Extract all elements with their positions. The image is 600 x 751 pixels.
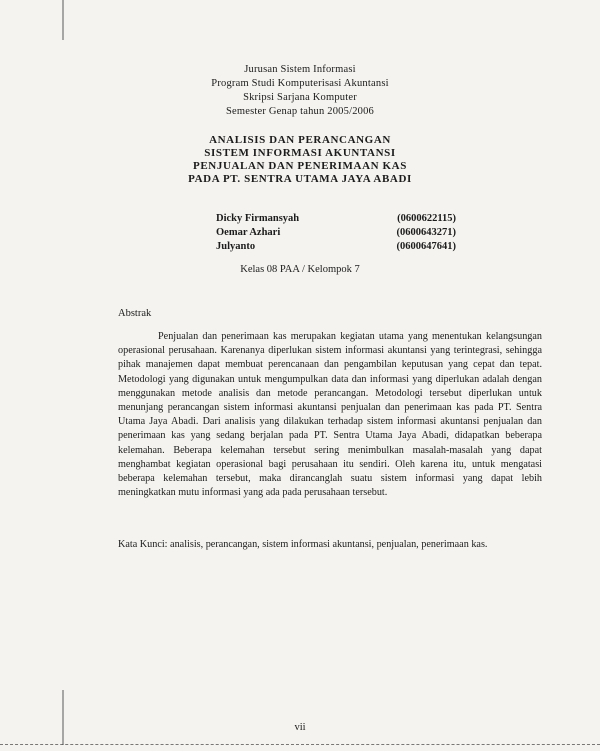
author-row	[216, 212, 456, 226]
author-id: (0600643271)	[396, 227, 456, 238]
author-name: Julyanto	[216, 241, 256, 252]
author-row	[216, 226, 456, 240]
author-list	[216, 212, 456, 254]
header-line: Jurusan Sistem Informasi	[244, 64, 356, 75]
title-line: SISTEM INFORMASI AKUNTANSI	[204, 147, 396, 159]
header-line: Skripsi Sarjana Komputer	[243, 92, 357, 103]
scan-edge-mark	[62, 0, 64, 40]
header-line: Program Studi Komputerisasi Akuntansi	[211, 78, 389, 89]
author-id: (0600647641)	[396, 241, 456, 252]
author-id: (0600622115)	[397, 213, 456, 224]
thesis-title	[0, 134, 600, 186]
header-line: Semester Genap tahun 2005/2006	[225, 106, 374, 117]
keywords: Kata Kunci: analisis, perancangan, sistem informasi akuntansi, penjualan, penerimaan kas.	[118, 539, 488, 550]
faculty-header	[0, 63, 600, 119]
page-number: vii	[294, 722, 306, 733]
author-row	[216, 240, 456, 254]
scan-edge-mark	[62, 690, 64, 745]
author-name: Dicky Firmansyah	[216, 213, 300, 224]
abstract-body: Penjualan dan penerimaan kas merupakan kegiatan utama yang menentukan kelangsungan operasional perusahaan. Karenanya diperlukan sistem informasi akuntansi yang terintegrasi, sehingga pihak manajemen dapat membuat perencanaan dan pengambilan keputusan yang cepat dan tepat. Metodologi yang digunakan untuk mengumpulkan data dan informasi yang diperlukan adalah dengan menggunakan metode analisis dan metode perancangan. Metodologi tersebut diperlukan untuk menunjang perancangan sistem informasi akuntansi penjualan dan penerimaan kas pada PT. Sentra Utama Jaya Abadi. Dari analisis yang dilakukan terhadap sistem informasi akuntansi penjualan dan penerimaan kas yang sedang berjalan pada PT. Sentra Utama Jaya Abadi, didapatkan beberapa kelemahan. Beberapa kelemahan tersebut sering menimbulkan masalah-masalah yang dapat menghambat kegiatan operasional bagi perusahaan itu sendiri. Oleh karena itu, untuk mengatasi beberapa kelemahan tersebut, maka dirancanglah suatu sistem informasi yang dapat lebih meningkatkan mutu informasi yang ada pada perusahaan tersebut.	[118, 331, 542, 499]
scan-bottom-edge	[0, 744, 600, 745]
author-name: Oemar Azhari	[216, 227, 281, 238]
abstract-heading: Abstrak	[118, 308, 152, 319]
class-group-line: Kelas 08 PAA / Kelompok 7	[240, 264, 360, 275]
title-line: ANALISIS DAN PERANCANGAN	[209, 134, 391, 146]
title-line: PADA PT. SENTRA UTAMA JAYA ABADI	[188, 173, 412, 185]
title-line: PENJUALAN DAN PENERIMAAN KAS	[193, 160, 407, 172]
